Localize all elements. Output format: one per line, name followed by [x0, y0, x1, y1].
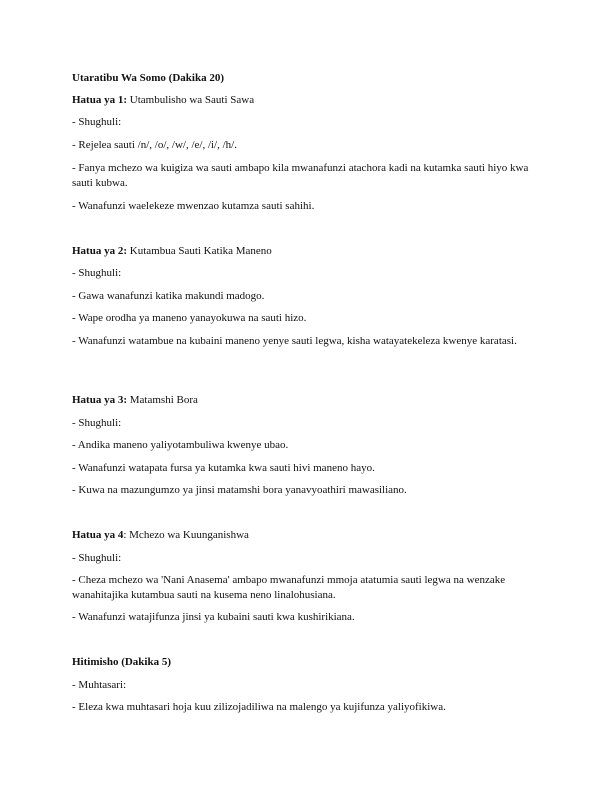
lesson-title [72, 71, 534, 86]
step-label: Hatua ya 4 [72, 529, 124, 541]
step-title: Matamshi Bora [127, 394, 198, 406]
list-item: - Rejelea sauti /n/, /o/, /w/, /e/, /i/, /h/. [72, 139, 237, 151]
list-item: - Wanafunzi waelekeze mwenzao kutamza sauti sahihi. [72, 200, 315, 212]
step-label: Hatua ya 3: [72, 394, 127, 406]
list-item: - Wanafunzi watapata fursa ya kutamka kwa sauti hivi maneno hayo. [72, 462, 375, 474]
list-item: - Wanafunzi watambue na kubaini maneno yenye sauti legwa, kisha watayatekeleza kwenye karatasi. [72, 335, 517, 347]
conclusion-title: Hitimisho (Dakika 5) [72, 656, 172, 668]
list-item: - Wape orodha ya maneno yanayokuwa na sauti hizo. [72, 312, 307, 324]
lesson-title-text: Utaratibu Wa Somo (Dakika 20) [72, 72, 224, 84]
list-item: - Eleza kwa muhtasari hoja kuu zilizojadiliwa na malengo ya kujifunza yaliyofikiwa. [72, 701, 446, 713]
list-item: - Muhtasari: [72, 679, 127, 691]
step-title: Kutambua Sauti Katika Maneno [127, 245, 272, 257]
step-3-heading [72, 393, 534, 408]
list-item: - Fanya mchezo wa kuigiza wa sauti ambapo kila mwanafunzi atachora kadi na kutamka sauti hiyo kwa sauti kubwa. [72, 162, 529, 189]
list-item: - Shughuli: [72, 116, 122, 128]
list-item: - Wanafunzi watajifunza jinsi ya kubaini sauti kwa kushirikiana. [72, 611, 355, 623]
step-2-heading [72, 244, 534, 259]
list-item: - Shughuli: [72, 417, 122, 429]
step-title: : Mchezo wa Kuunganishwa [123, 529, 249, 541]
list-item: - Andika maneno yaliyotambuliwa kwenye ubao. [72, 439, 289, 451]
step-1-heading [72, 93, 534, 108]
step-label: Hatua ya 2: [72, 245, 127, 257]
list-item: - Kuwa na mazungumzo ya jinsi matamshi bora yanavyoathiri mawasiliano. [72, 484, 407, 496]
step-title: Utambulisho wa Sauti Sawa [127, 94, 255, 106]
list-item: - Shughuli: [72, 267, 122, 279]
list-item: - Shughuli: [72, 552, 122, 564]
step-label: Hatua ya 1: [72, 94, 127, 106]
conclusion-heading [72, 655, 534, 670]
list-item: - Gawa wanafunzi katika makundi madogo. [72, 290, 265, 302]
step-4-heading [72, 528, 534, 543]
list-item: - Cheza mchezo wa 'Nani Anasema' ambapo mwanafunzi mmoja atatumia sauti legwa na wenzake wanahitajika kutambua sauti na kusema neno linalohusiana. [72, 574, 506, 601]
